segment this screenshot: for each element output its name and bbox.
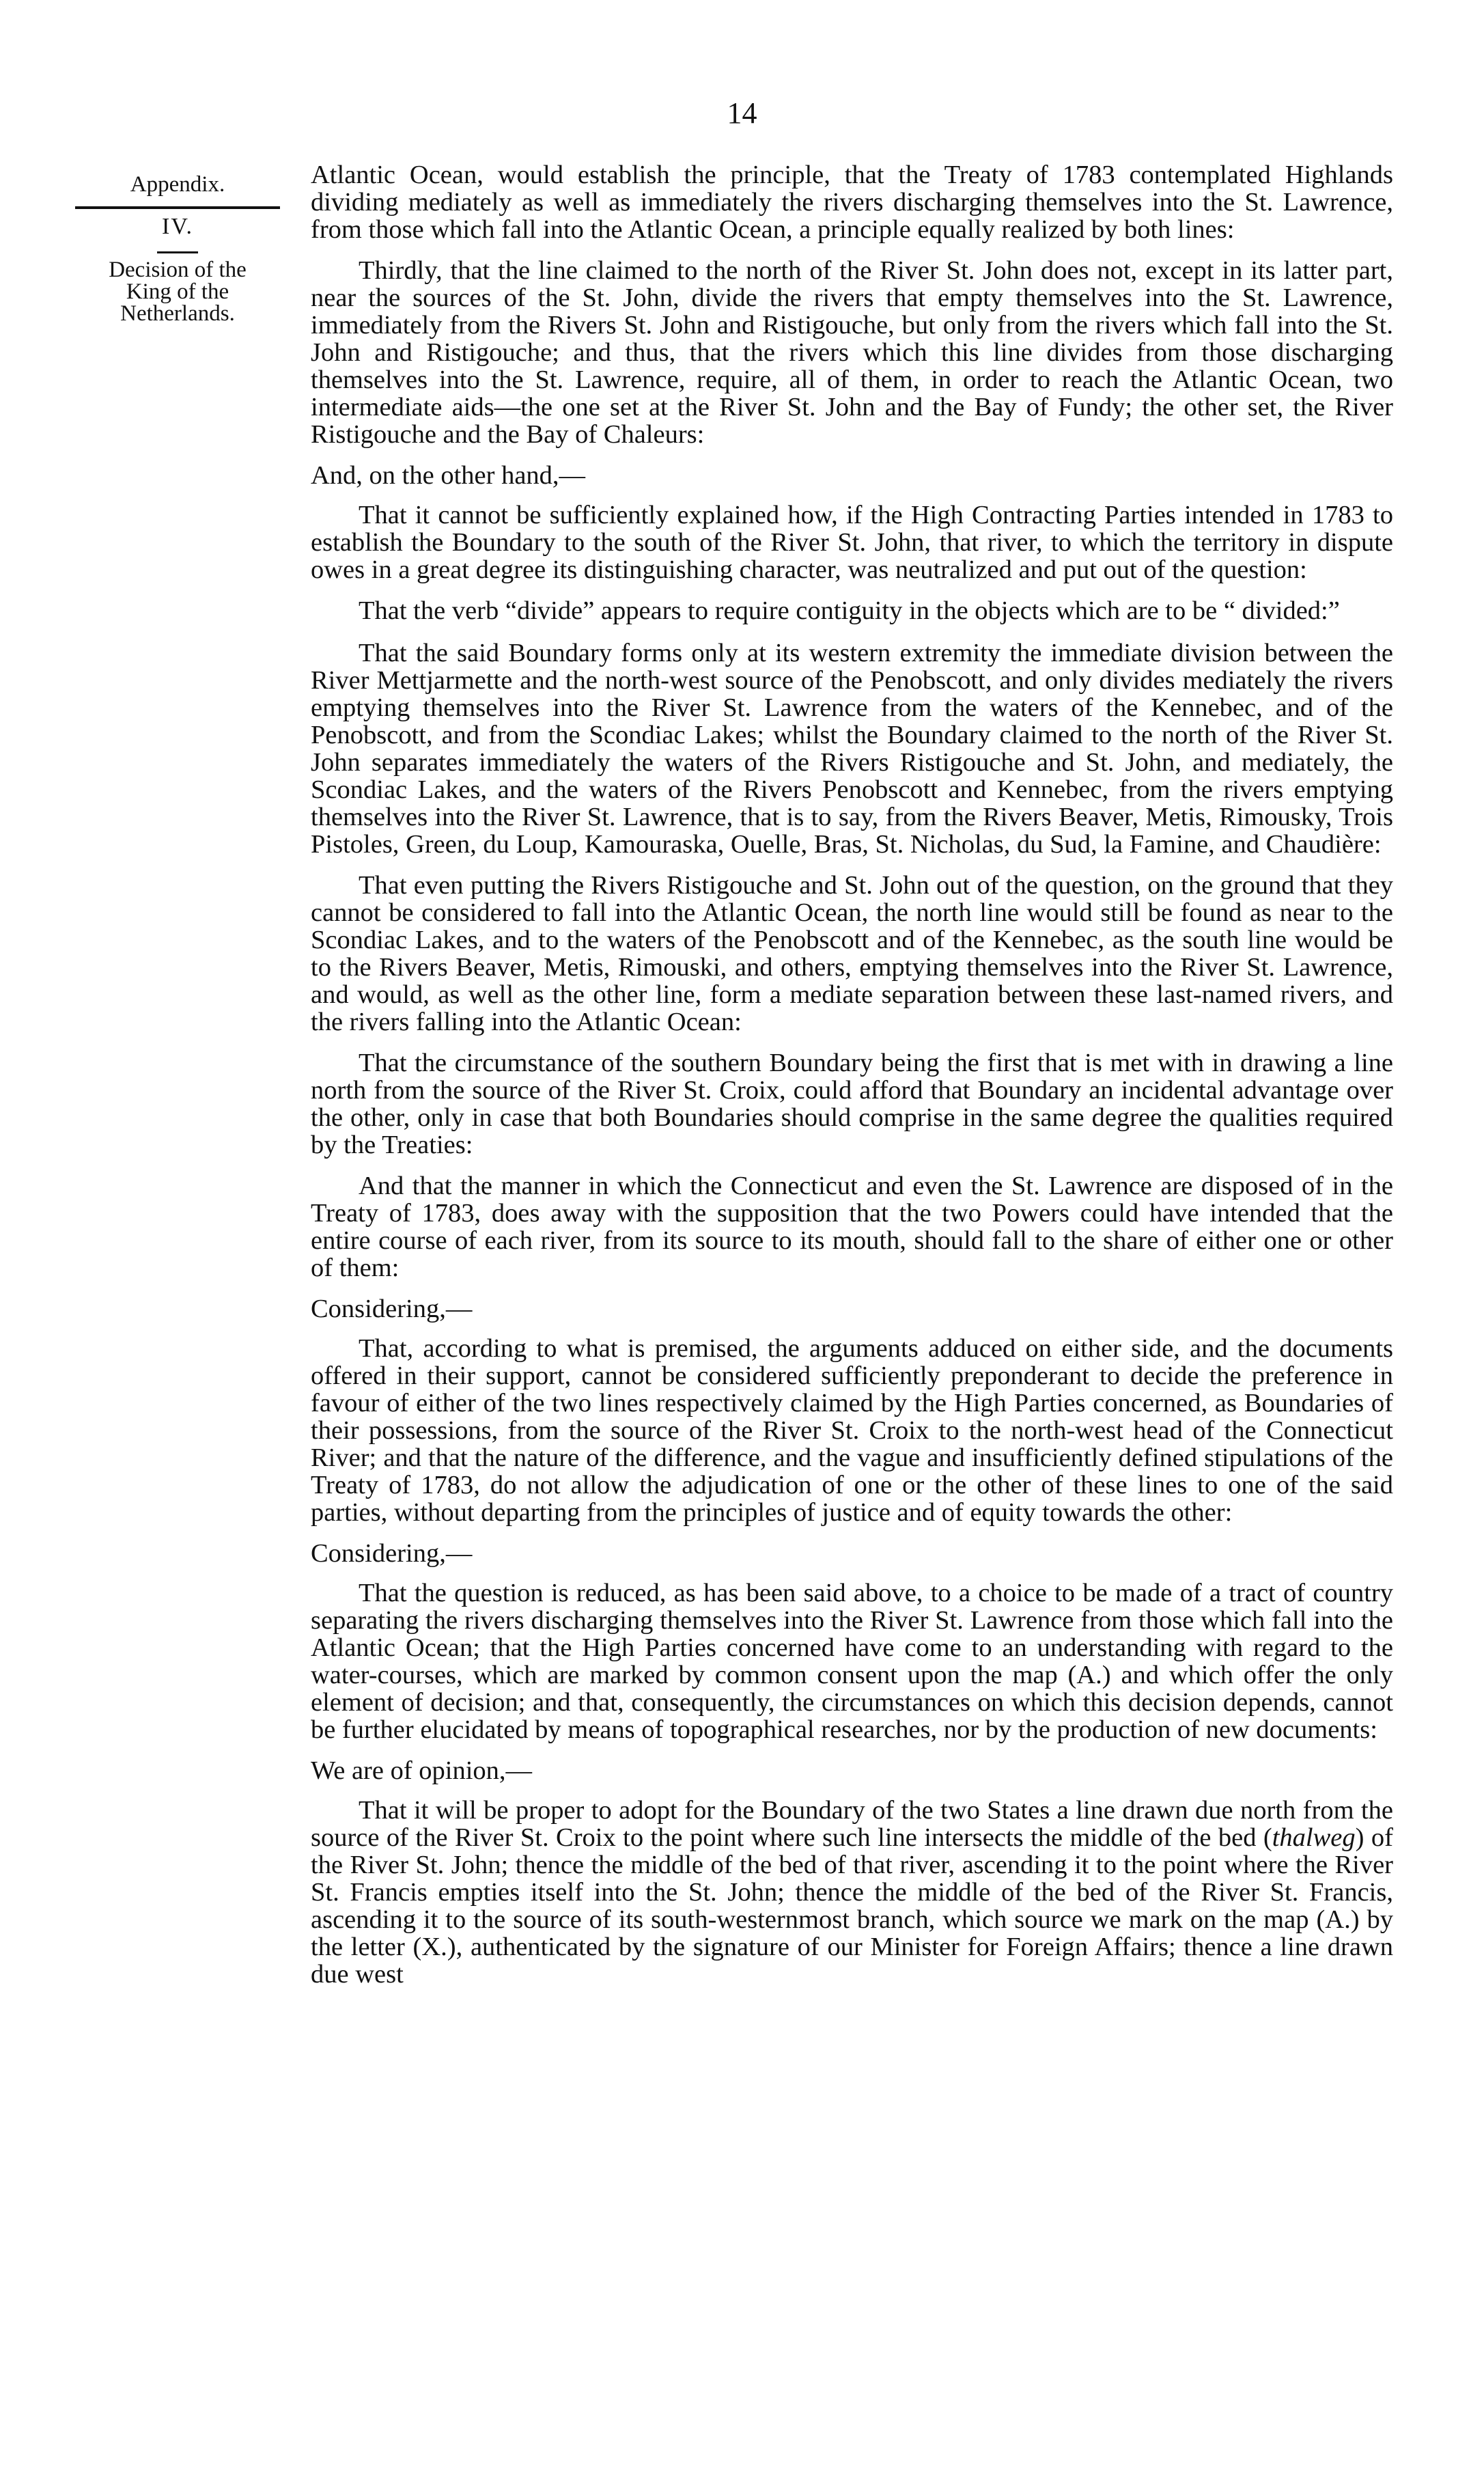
text-run: That it will be proper to adopt for the Boundary of the two States a line drawn due north from the source of the River St. Croix to the point where such line intersects the middle of the bed ( [311, 1796, 1393, 1852]
paragraph: And that the manner in which the Connecticut and even the St. Lawrence are disposed of in the Treaty of 1783, does away with the supposition that the two Powers could have intended that the entire course of each river, from its source to its mouth, should fall to the share of either one or other of them: [311, 1172, 1393, 1282]
paragraph: That the said Boundary forms only at its western extremity the immediate division between the River Mettjarmette and the north-west source of the Penobscott, and only divides mediately the rivers emptying themselves into the River St. Lawrence from the waters of the Kennebec, and of the Penobscott, and from the Scondiac Lakes; whilst the Boundary claimed to the north of the River St. John separates immediately the waters of the Rivers Ristigouche and St. John, and mediately, the Scondiac Lakes, and the waters of the Rivers Penobscott and Kennebec, from the rivers emptying themselves into the River St. Lawrence, that is to say, from the Rivers Beaver, Metis, Rimousky, Trois Pistoles, Green, du Loup, Kamouraska, Ouelle, Bras, St. Nicholas, du Sud, la Famine, and Chaudière: [311, 639, 1393, 859]
heading: We are of opinion,— [311, 1756, 533, 1785]
page-number: 14 [727, 96, 757, 130]
section-title: Decision of the King of the Netherlands. [109, 258, 247, 326]
heading: Considering,— [311, 1295, 473, 1323]
divider [75, 206, 280, 209]
heading: Considering,— [311, 1539, 473, 1568]
paragraph: That, according to what is premised, the arguments adduced on either side, and the documents offered in their support, cannot be considered sufficiently preponderant to decide the preference in favour of either of the two lines respectively claimed by the High Parties concerned, as Boundaries of their possessions, from the source of the River St. Croix to the north-west head of the Connecticut River; and that the nature of the difference, and the vague and insufficiently defined stipulations of the Treaty of 1783, do not allow the adjudication of one or the other of these lines to one of the said parties, without departing from the principles of justice and of equity towards the other: [311, 1334, 1393, 1527]
paragraph: That the verb “divide” appears to require contiguity in the objects which are to be “ divided:” [359, 596, 1340, 625]
short-divider [157, 251, 198, 253]
paragraph: That the question is reduced, as has been said above, to a choice to be made of a tract of country separating the rivers discharging themselves into the River St. Lawrence from those which fall into the Atlantic Ocean; that the High Parties concerned have come to an understanding with regard to the water-courses, which are marked by common consent upon the map (A.) and which offer the only element of decision; and that, consequently, the circumstances on which this decision depends, cannot be further elucidated by means of topographical researches, nor by the production of new documents: [311, 1579, 1393, 1744]
appendix-number: IV. [162, 214, 193, 239]
paragraph: Atlantic Ocean, would establish the principle, that the Treaty of 1783 contemplated Highlands dividing mediately as well as immediately the rivers discharging themselves into the St. Lawrence, from those which fall into the Atlantic Ocean, a principle equally realized by both lines: [311, 161, 1393, 244]
heading: And, on the other hand,— [311, 461, 586, 490]
body-text [311, 161, 1393, 2002]
paragraph: Thirdly, that the line claimed to the north of the River St. John does not, except in its latter part, near the sources of the St. John, divide the rivers that empty themselves into the St. Lawrence, immediately from the Rivers St. John and Ristigouche, but only from the rivers which fall into the St. John and Ristigouche; and thus, that the rivers which this line divides from those discharging themselves into the St. Lawrence, require, all of them, in order to reach the Atlantic Ocean, two intermediate aids—the one set at the River St. John and the Bay of Fundy; the other set, the River Ristigouche and the Bay of Chaleurs: [311, 256, 1393, 449]
paragraph: That it cannot be sufficiently explained how, if the High Contracting Parties intended in 1783 to establish the Boundary to the south of the River St. John, that river, to which the territory in dispute owes in a great degree its distinguishing character, was neutralized and put out of the question: [311, 501, 1393, 584]
text-run: ) of the River St. John; thence the middle of the bed of that river, ascending it to the point where the River St. Francis empties itself into the St. John; thence the middle of the bed of the River St. Francis, ascending it to the source of its south-westernmost branch, which source we mark on the map (A.) by the letter (X.), authenticated by the signature of our Minister for Foreign Affairs; thence a line drawn due west [311, 1823, 1393, 1989]
appendix-label: Appendix. [130, 172, 225, 197]
paragraph: That the circumstance of the southern Boundary being the first that is met with in drawing a line north from the source of the River St. Croix, could afford that Boundary an incidental advantage over the other, only in case that both Boundaries should comprise in the same degree the qualities required by the Treaties: [311, 1049, 1393, 1159]
paragraph [311, 1797, 1393, 1988]
italic-term: thalweg [1272, 1823, 1356, 1852]
paragraph: That even putting the Rivers Ristigouche and St. John out of the question, on the ground that they cannot be considered to fall into the Atlantic Ocean, the north line would still be found as near to the Scondiac Lakes, and to the waters of the Penobscott and of the Kennebec, as the south line would be to the Rivers Beaver, Metis, Rimouski, and others, emptying themselves into the River St. Lawrence, and would, as well as the other line, form a mediate separation between these last-named rivers, and the rivers falling into the Atlantic Ocean: [311, 871, 1393, 1036]
margin-note [75, 174, 280, 324]
